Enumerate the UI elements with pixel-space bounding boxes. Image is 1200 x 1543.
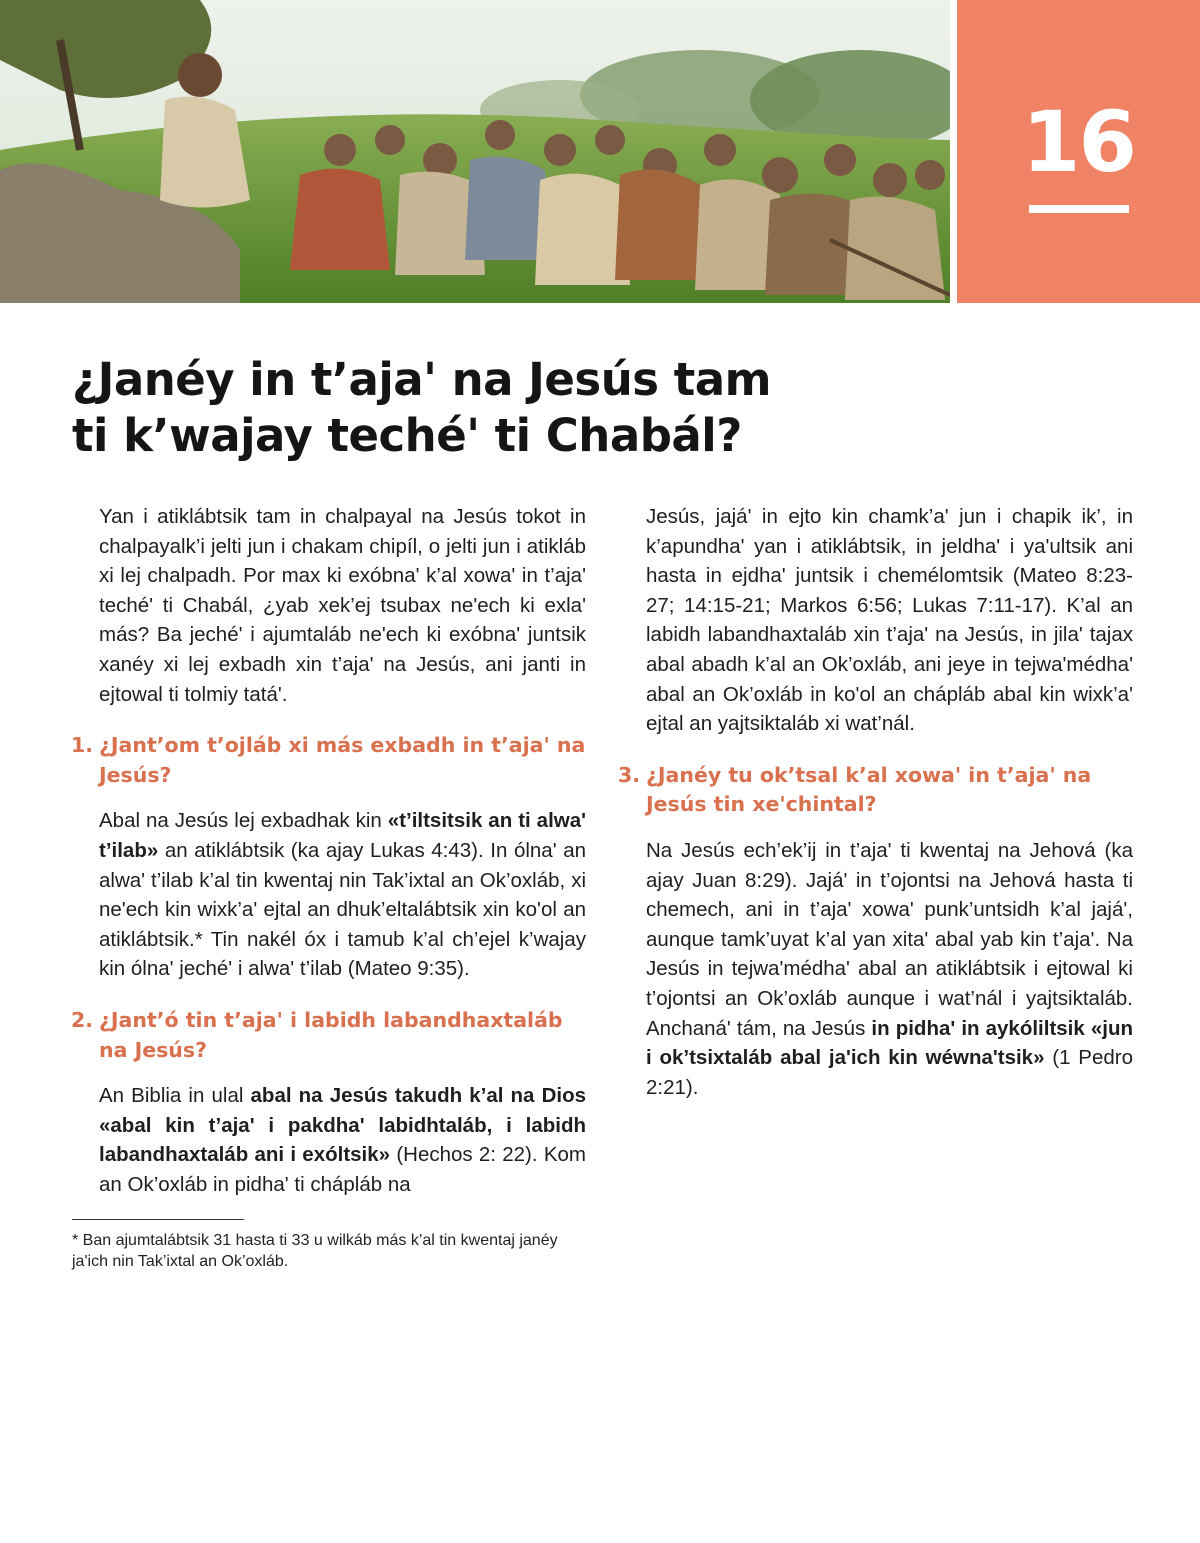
answer-2-text: An Biblia in ulal [99, 1084, 251, 1108]
header-photo [0, 0, 950, 303]
footnote: * Ban ajumtalábtsik 31 hasta ti 33 u wilkáb más k’al tin kwentaj janéy ja'ich nin Tak’ixtal an Ok’oxláb. [72, 1232, 558, 1270]
question-3-number: 3. [618, 762, 641, 787]
answer-2-text-end: (Hechos 2: 22). Kom an Ok’oxláb in pidha' ti chápláb na [99, 1143, 586, 1196]
question-3-answer [646, 836, 1133, 1102]
question-3-text: ¿Janéy tu ok’tsal k’al xowa' in t’aja' na Jesús tin xe'chintal? [646, 762, 1092, 817]
question-2-answer-part-2: Jesús, jajá' in ejto kin chamk’a' jun i chapik ik’, in k’apundha' yan i atiklábtsik, in jeldha' i ya'ultsik ani hasta in ejdha' juntsik i chemélomtsik (Mateo 8:23-27; 14:15-21; Markos 6:56; Lukas 7:11-17). K’al an labidh labandhaxtaláb xin t’aja' na Jesús, in jila' tajax abal abadh k’al an Ok’oxláb, ani jeye in tejwa'médha' abal an Ok’oxláb in ko'ol an chápláb abal kin wixk’a' ejtal an yajtsiktaláb xi wat’nál. [646, 505, 1133, 736]
question-1-number: 1. [71, 733, 94, 758]
page-title [72, 352, 872, 464]
question-1-answer [99, 806, 586, 984]
question-3-heading [618, 761, 1133, 820]
answer-1-bold: «t’iltsitsik an ti alwa' t’ilab» [99, 809, 586, 862]
answer-3-text: Na Jesús ech’ek’ij in t’aja' ti kwentaj na Jehová (ka ajay Juan 8:29). Jajá' in t’ojontsi na Jehová hasta ti chemech, ani in t’aja' xowa' punk’untsidh k’al jajá', aunque tamk’uyat k’al yan xita' abal yab kin t’aja'. Na Jesús in tejwa'médha' abal an atiklábtsik i ejtowal ki t’ojontsi an Ok’oxláb aunque i wat’nál i yajtsiktaláb. Anchaná' tám, na Jesús [646, 838, 1133, 1040]
question-2-answer-part-1 [99, 1081, 586, 1199]
footnote-divider [72, 1219, 244, 1220]
chapter-underline [1029, 205, 1129, 213]
answer-2-bold: abal na Jesús takudh k’al na Dios «abal kin t’aja' i pakdha' labidhtaláb, i labidh labandhaxtaláb ani i exóltsik» [99, 1084, 586, 1167]
title-line-2: ti k’wajay teché' ti Chabál? [72, 409, 742, 462]
question-2-text: ¿Jant’ó tin t’aja' i labidh labandhaxtaláb na Jesús? [99, 1007, 563, 1062]
answer-1-text-end: an atiklábtsik (ka ajay Lukas 4:43). In ólna' an alwa' t’ilab k’al tin kwentaj nin Tak’ixtal an Ok’oxláb, xi ne'ech kin wixk’a' ejtal an dhuk’eltalábtsik xin ko'ol an atiklábtsik.* Tin nakél óx i tamub k’al ch’ejel k’wajay kin ólna' jeché' i alwa' t’ilab (Mateo 9:35). [99, 838, 586, 981]
question-2-heading [71, 1006, 586, 1065]
question-1-text: ¿Jant’om t’ojláb xi más exbadh in t’aja' na Jesús? [99, 733, 586, 787]
intro-paragraph: Yan i atiklábtsik tam in chalpayal na Jesús tokot in chalpayalk’i jelti jun i chakam chipíl, o jelti jun i atikláb xi lej chalpadh. Por max ki exóbna' k’al xowa' in t’aja' teché' ti Chabál, ¿yab xek’ej tsubax ne'ech ki exla' más? Ba jeché' i ajumtaláb ne'ech ki exóbna' juntsik xanéy xi lej exbadh xin t’aja' na Jesús, ani janti in ejtowal ti tolmiy tatá'. [99, 505, 586, 706]
title-line-1: ¿Janéy in t’aja' na Jesús tam [72, 353, 771, 406]
answer-1-text: Abal na Jesús lej exbadhak kin [99, 809, 388, 833]
question-2-number: 2. [71, 1007, 94, 1032]
right-column [618, 502, 1133, 1102]
answer-3-text-end: (1 Pedro 2:21). [646, 1046, 1133, 1099]
question-1-heading [71, 731, 586, 790]
left-column [71, 502, 586, 1199]
answer-3-bold: in pidha' in aykóliltsik «jun i ok’tsixtaláb abal ja'ich kin wéwna'tsik» [646, 1016, 1133, 1070]
chapter-badge [957, 0, 1200, 303]
chapter-number: 16 [1022, 93, 1135, 191]
